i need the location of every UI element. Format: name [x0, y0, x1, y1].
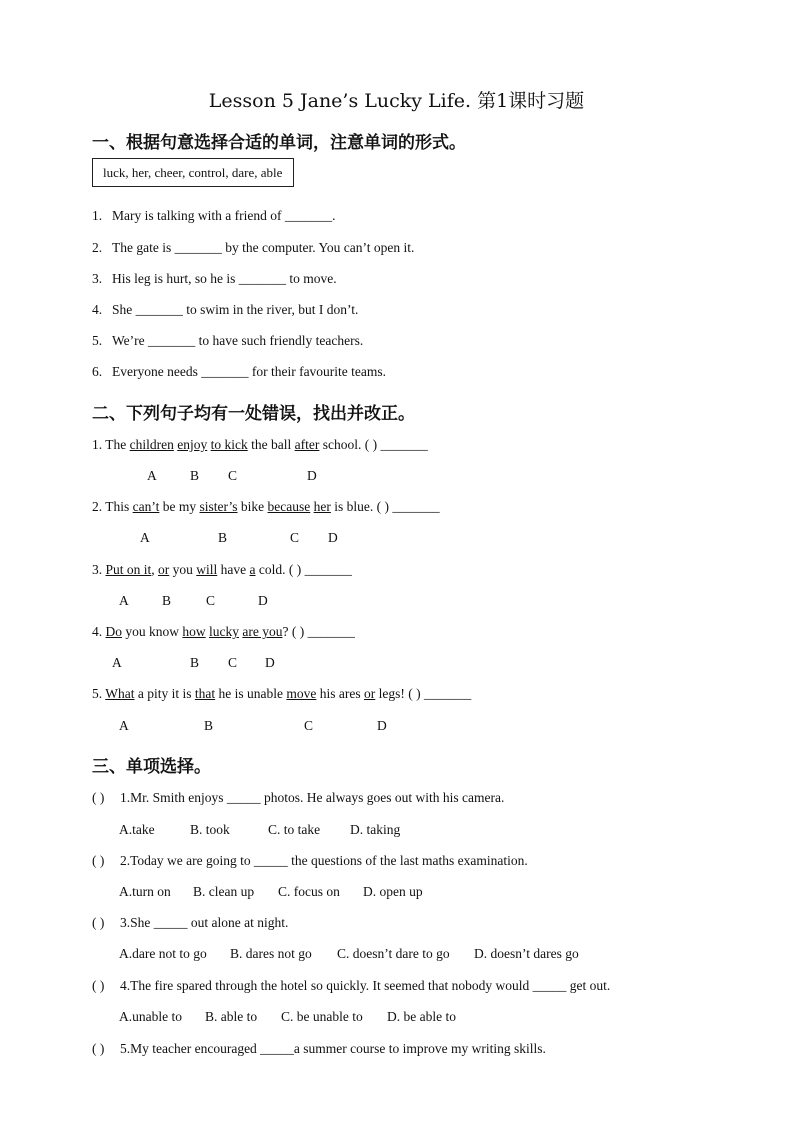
text: have — [217, 562, 250, 577]
label-a: A — [147, 468, 157, 483]
underlined-option-d: her — [313, 499, 331, 514]
s2-question-2 — [92, 499, 440, 515]
label-c: C — [228, 468, 238, 483]
option-d: D. open up — [363, 884, 423, 899]
item-number: 2. — [92, 240, 103, 255]
text: you know — [122, 624, 183, 639]
option-c: C. be unable to — [281, 1009, 363, 1024]
label-c: C — [290, 530, 300, 545]
underlined-option-b: enjoy — [177, 437, 208, 452]
option-c: C. focus on — [278, 884, 340, 899]
text: 4. — [92, 624, 106, 639]
text: 3. — [92, 562, 106, 577]
answer-paren: ( ) — [92, 915, 105, 930]
option-c: C. to take — [268, 822, 321, 837]
question-text: 4.The fire spared through the hotel so quickly. It seemed that nobody would _____ get out. — [120, 978, 611, 993]
underlined-option-b: sister’s — [199, 499, 238, 514]
item-number: 1. — [92, 208, 103, 223]
underlined-option-c: lucky — [209, 624, 239, 639]
label-c: C — [304, 718, 314, 733]
text: , — [151, 562, 159, 577]
option-c: C. doesn’t dare to go — [337, 946, 450, 961]
item-text: His leg is hurt, so he is _______ to move. — [112, 271, 337, 286]
s1-item-2 — [92, 240, 414, 256]
question-text: 2.Today we are going to _____ the questions of the last maths examination. — [120, 853, 528, 868]
underlined-option-d: after — [294, 437, 320, 452]
label-b: B — [218, 530, 228, 545]
text: school. ( ) _______ — [319, 437, 428, 452]
underlined-option-b: how — [182, 624, 206, 639]
underlined-option-c: move — [286, 686, 317, 701]
text: bike — [237, 499, 268, 514]
option-a: A.turn on — [119, 884, 171, 899]
answer-paren: ( ) — [92, 1041, 105, 1056]
s3-question-3 — [92, 915, 288, 931]
label-c: C — [228, 655, 238, 670]
label-b: B — [190, 655, 200, 670]
s1-item-6 — [92, 364, 386, 380]
option-b: B. dares not go — [230, 946, 312, 961]
label-b: B — [162, 593, 172, 608]
item-text: Everyone needs _______ for their favourite teams. — [112, 364, 387, 379]
text: 2. This — [92, 499, 133, 514]
underlined-option-a: Do — [105, 624, 122, 639]
item-number: 3. — [92, 271, 103, 286]
text: a pity it is — [134, 686, 195, 701]
underlined-option-c: to kick — [210, 437, 248, 452]
label-d: D — [265, 655, 275, 670]
text: ? ( ) _______ — [282, 624, 355, 639]
option-a: A.dare not to go — [119, 946, 207, 961]
s1-item-3 — [92, 271, 337, 287]
text: cold. ( ) _______ — [255, 562, 352, 577]
text: 5. — [92, 686, 106, 701]
text: you — [169, 562, 197, 577]
underlined-option-a: What — [105, 686, 135, 701]
label-a: A — [140, 530, 150, 545]
item-text: The gate is _______ by the computer. You can’t open it. — [112, 240, 415, 255]
item-number: 4. — [92, 302, 103, 317]
text: the ball — [247, 437, 295, 452]
underlined-option-c: will — [196, 562, 218, 577]
text: he is unable — [215, 686, 287, 701]
section3-heading: 三、单项选择。 — [92, 757, 211, 777]
item-text: She _______ to swim in the river, but I don’t. — [112, 302, 359, 317]
answer-paren: ( ) — [92, 978, 105, 993]
label-d: D — [377, 718, 387, 733]
underlined-option-d: or — [364, 686, 376, 701]
text: be my — [159, 499, 200, 514]
s2-question-1 — [92, 437, 428, 453]
label-c: C — [206, 593, 216, 608]
text: is blue. ( ) _______ — [330, 499, 440, 514]
item-number: 5. — [92, 333, 103, 348]
option-d: D. be able to — [387, 1009, 456, 1024]
answer-paren: ( ) — [92, 853, 105, 868]
s1-item-1 — [92, 208, 335, 224]
option-b: B. took — [190, 822, 230, 837]
option-b: B. able to — [205, 1009, 258, 1024]
label-b: B — [190, 468, 200, 483]
underlined-option-d: are you — [242, 624, 283, 639]
s2-question-3 — [92, 562, 352, 578]
label-a: A — [119, 718, 129, 733]
s3-question-4 — [92, 978, 610, 994]
label-d: D — [328, 530, 338, 545]
answer-paren: ( ) — [92, 790, 105, 805]
underlined-option-a: can’t — [132, 499, 160, 514]
label-d: D — [307, 468, 317, 483]
section1-heading: 一、根据句意选择合适的单词，注意单词的形式。 — [92, 133, 466, 153]
item-number: 6. — [92, 364, 103, 379]
word-box: luck, her, cheer, control, dare, able — [92, 158, 294, 187]
item-text: Mary is talking with a friend of _______. — [112, 208, 336, 223]
s2-question-5 — [92, 686, 471, 702]
s3-question-1 — [92, 790, 504, 806]
s3-question-5 — [92, 1041, 546, 1057]
underlined-option-b: that — [194, 686, 216, 701]
underlined-option-d: a — [249, 562, 256, 577]
question-text: 1.Mr. Smith enjoys _____ photos. He always goes out with his camera. — [120, 790, 505, 805]
label-a: A — [112, 655, 122, 670]
underlined-option-a: children — [129, 437, 174, 452]
option-d: D. doesn’t dares go — [474, 946, 579, 961]
underlined-option-b: or — [158, 562, 170, 577]
question-text: 3.She _____ out alone at night. — [120, 915, 289, 930]
item-text: We’re _______ to have such friendly teachers. — [112, 333, 364, 348]
s1-item-5 — [92, 333, 363, 349]
text: 1. The — [92, 437, 130, 452]
label-b: B — [204, 718, 214, 733]
question-text: 5.My teacher encouraged _____a summer course to improve my writing skills. — [120, 1041, 546, 1056]
s3-question-2 — [92, 853, 528, 869]
page-title: Lesson 5 Jane’s Lucky Life. 第1课时习题 — [208, 90, 585, 112]
option-a: A.take — [119, 822, 155, 837]
s1-item-4 — [92, 302, 358, 318]
option-b: B. clean up — [193, 884, 255, 899]
label-d: D — [258, 593, 268, 608]
underlined-option-c: because — [267, 499, 311, 514]
option-a: A.unable to — [119, 1009, 182, 1024]
underlined-option-a: Put on it — [105, 562, 152, 577]
label-a: A — [119, 593, 129, 608]
text: his ares — [316, 686, 364, 701]
s2-question-4 — [92, 624, 355, 640]
section2-heading: 二、下列句子均有一处错误，找出并改正。 — [92, 404, 415, 424]
text: legs! ( ) _______ — [375, 686, 472, 701]
option-d: D. taking — [350, 822, 401, 837]
